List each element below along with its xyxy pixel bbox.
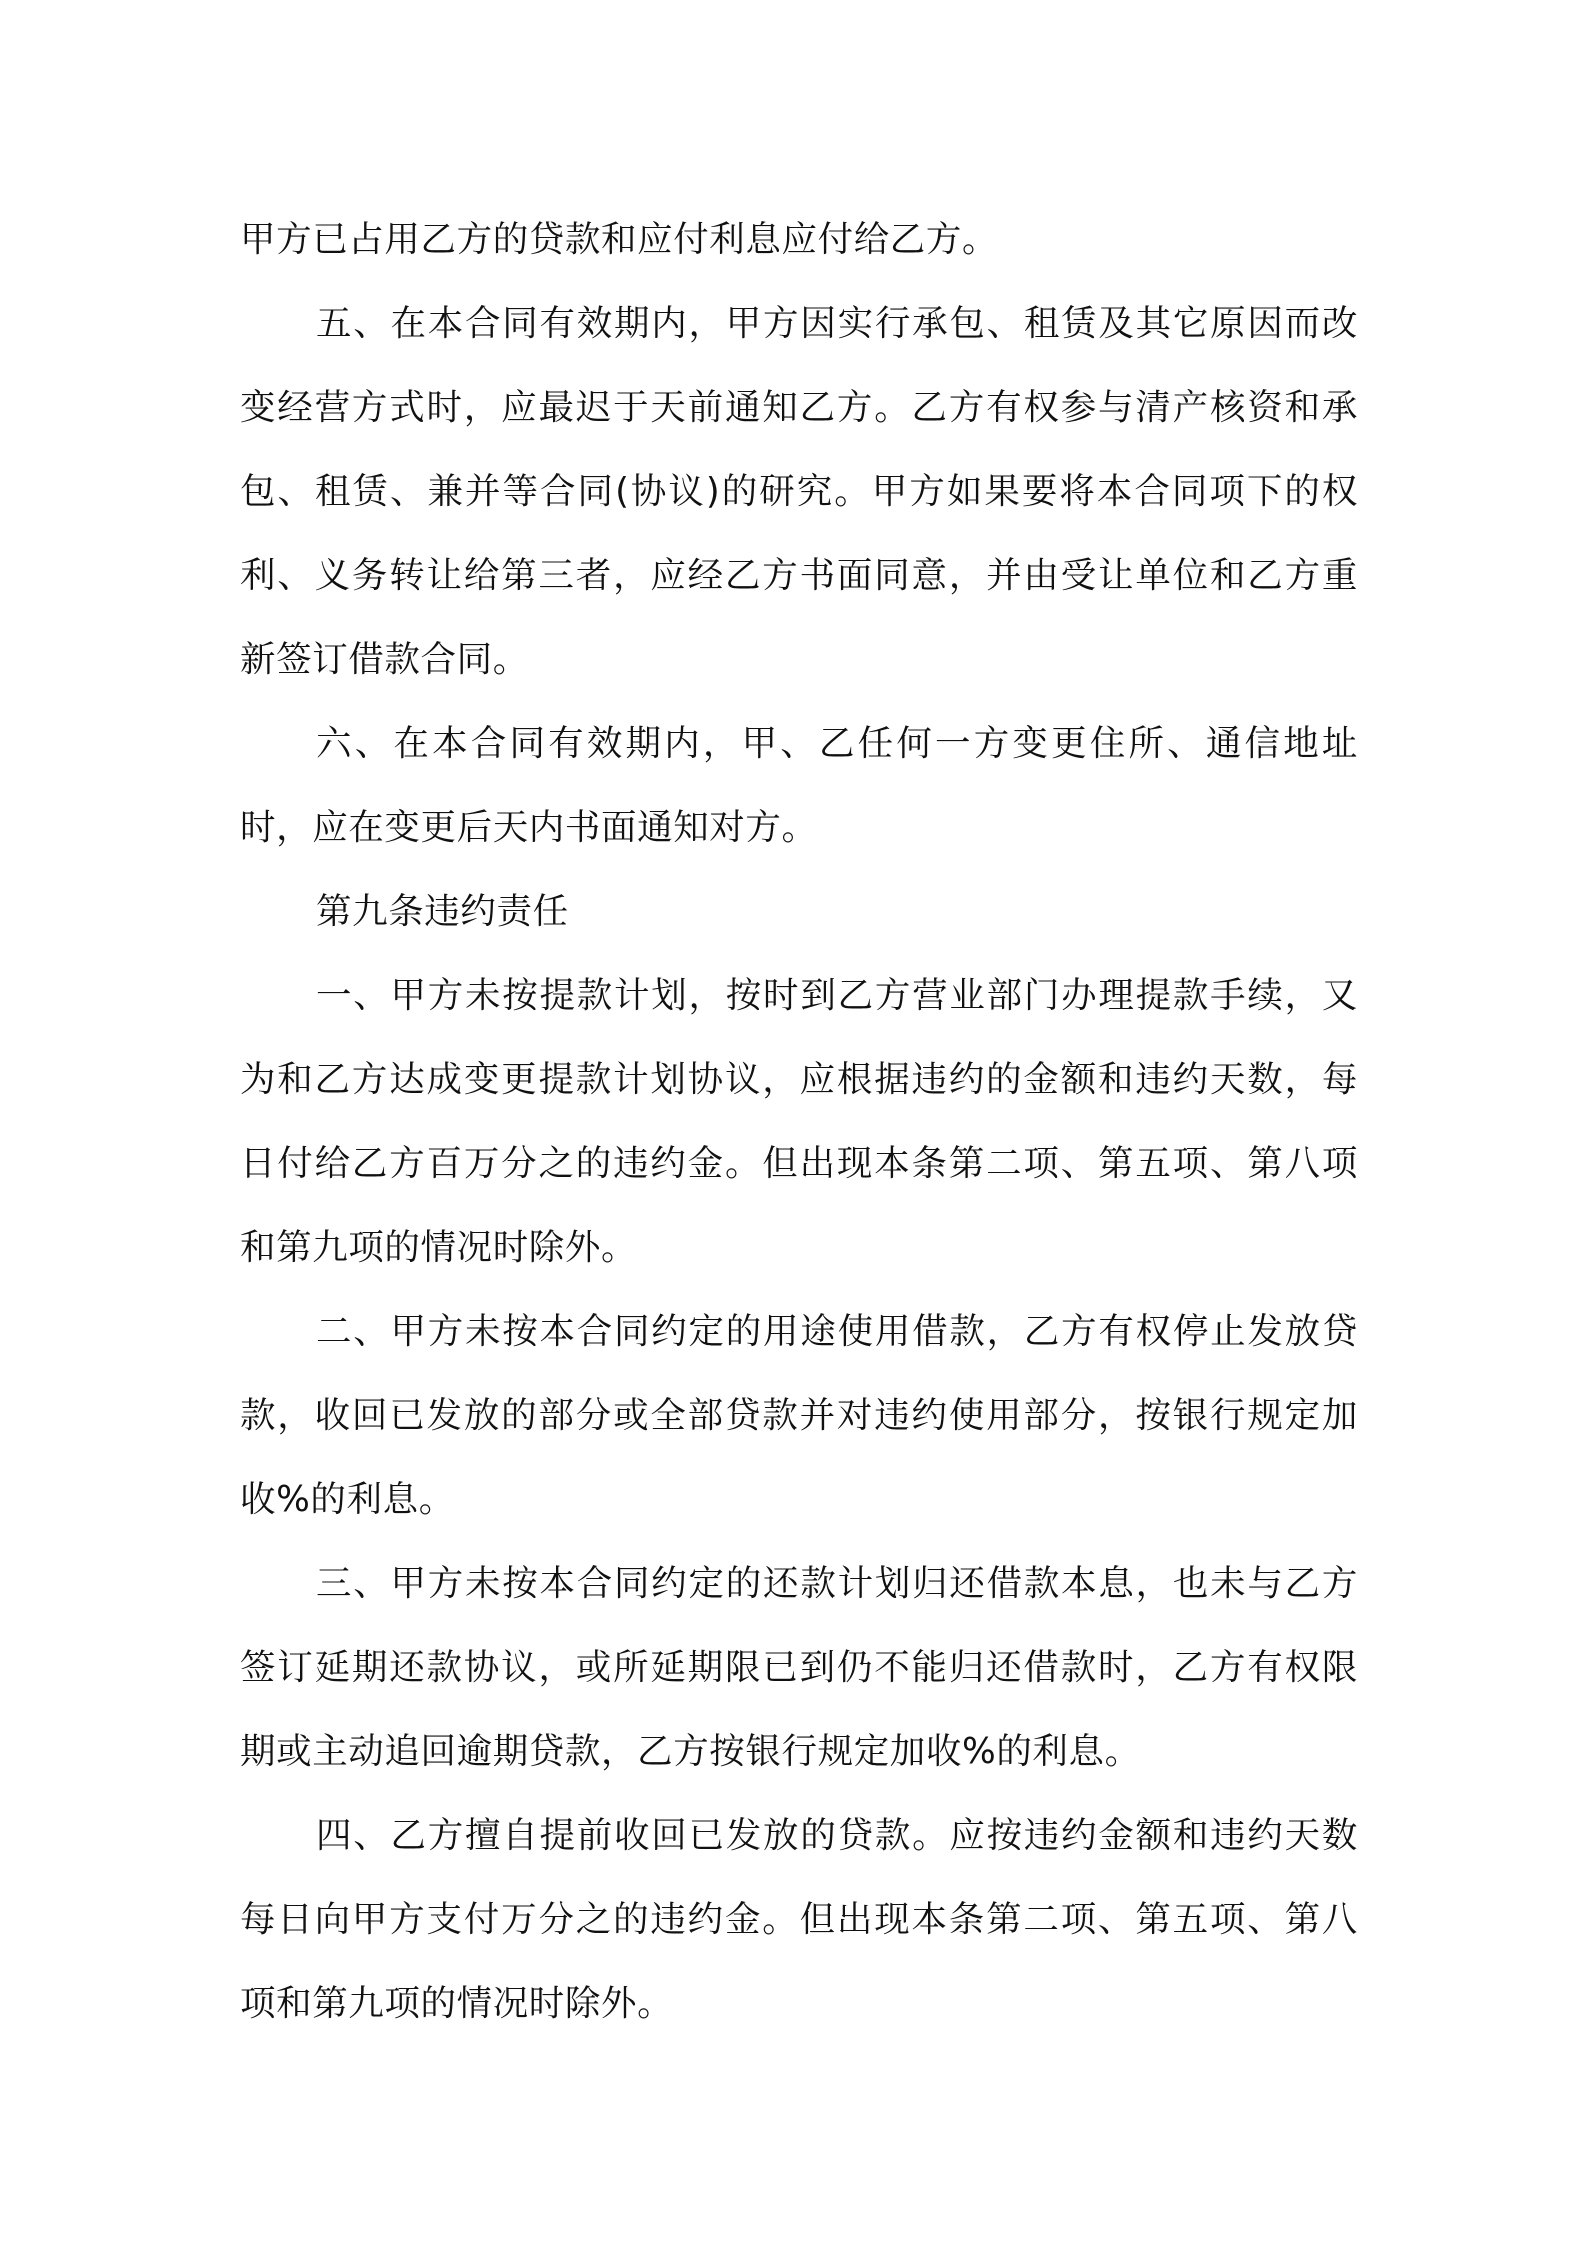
document-body <box>240 198 1358 2046</box>
paragraph-clause-6: 六、在本合同有效期内，甲、乙任何一方变更住所、通信地址时，应在变更后天内书面通知对方。 <box>240 723 1358 848</box>
paragraph-liability-4: 四、乙方擅自提前收回已发放的贷款。应按违约金额和违约天数每日向甲方支付万分之的违约金。但出现本条第二项、第五项、第八项和第九项的情况时除外。 <box>240 1815 1358 2024</box>
paragraph-clause-5: 五、在本合同有效期内，甲方因实行承包、租赁及其它原因而改变经营方式时，应最迟于天前通知乙方。乙方有权参与清产核资和承包、租赁、兼并等合同(协议)的研究。甲方如果要将本合同项下的权利、义务转让给第三者，应经乙方书面同意，并由受让单位和乙方重新签订借款合同。 <box>240 303 1358 680</box>
paragraph-liability-2: 二、甲方未按本合同约定的用途使用借款，乙方有权停止发放贷款，收回已发放的部分或全部贷款并对违约使用部分，按银行规定加收%的利息。 <box>240 1311 1358 1520</box>
paragraph-liability-1: 一、甲方未按提款计划，按时到乙方营业部门办理提款手续，又为和乙方达成变更提款计划协议，应根据违约的金额和违约天数，每日付给乙方百万分之的违约金。但出现本条第二项、第五项、第八项和第九项的情况时除外。 <box>240 975 1358 1268</box>
paragraph-continuation: 甲方已占用乙方的贷款和应付利息应付给乙方。 <box>240 219 999 260</box>
paragraph-liability-3: 三、甲方未按本合同约定的还款计划归还借款本息，也未与乙方签订延期还款协议，或所延期限已到仍不能归还借款时，乙方有权限期或主动追回逾期贷款，乙方按银行规定加收%的利息。 <box>240 1563 1358 1772</box>
section-heading-article-9: 第九条违约责任 <box>316 891 569 932</box>
